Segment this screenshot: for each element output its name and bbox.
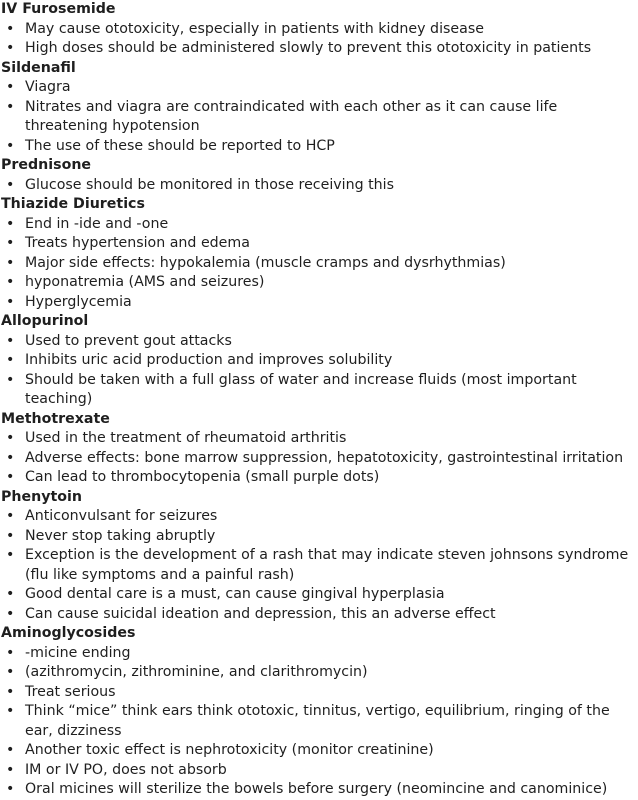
section-methotrexate — [0, 410, 638, 488]
bullet-item: • Used to prevent gout attacks — [0, 332, 638, 352]
bullet-item: • Nitrates and viagra are contraindicated with each other as it can cause life threatening hypotension — [0, 98, 638, 137]
section-heading: Sildenafil — [1, 59, 76, 76]
bullet-list — [0, 507, 638, 624]
section-heading: Prednisone — [1, 157, 92, 173]
section-allopurinol — [0, 312, 638, 410]
bullet-item: • Treats hypertension and edema — [0, 234, 638, 254]
bullet-list — [0, 332, 638, 410]
section-heading: Methotrexate — [1, 410, 110, 427]
bullet-item: • hyponatremia (AMS and seizures) — [0, 273, 638, 293]
bullet-item: • Hyperglycemia — [0, 293, 638, 313]
bullet-item: • Major side effects: hypokalemia (muscle cramps and dysrhythmias) — [0, 254, 638, 274]
bullet-item: • The use of these should be reported to HCP — [0, 137, 638, 157]
bullet-list — [0, 215, 638, 313]
bullet-item: • Inhibits uric acid production and improves solubility — [0, 351, 638, 371]
section-thiazide-diuretics — [0, 195, 638, 312]
bullet-item: • Anticonvulsant for seizures — [0, 507, 638, 527]
section-heading: IV Furosemide — [1, 1, 116, 17]
bullet-item: • Another toxic effect is nephrotoxicity (monitor creatinine) — [0, 741, 638, 761]
bullet-item: • IM or IV PO, does not absorb — [0, 761, 638, 781]
bullet-item: • Oral micines will sterilize the bowels before surgery (neomincine and canominice) — [0, 780, 638, 800]
section-prednisone — [0, 156, 638, 195]
bullet-item: • Treat serious — [0, 683, 638, 703]
bullet-list — [0, 644, 638, 800]
section-aminoglycosides — [0, 624, 638, 800]
bullet-item: • Can lead to thrombocytopenia (small purple dots) — [0, 468, 638, 488]
bullet-list — [0, 176, 638, 196]
bullet-list — [0, 20, 638, 59]
section-heading: Phenytoin — [1, 488, 82, 505]
bullet-item: • High doses should be administered slowly to prevent this ototoxicity in patients — [0, 39, 638, 59]
section-heading: Allopurinol — [1, 313, 89, 329]
bullet-item: • Think “mice” think ears think ototoxic, tinnitus, vertigo, equilibrium, ringing of the ear, dizziness — [0, 702, 638, 741]
section-sildenafil — [0, 59, 638, 157]
bullet-item: • -micine ending — [0, 644, 638, 664]
bullet-item: • Viagra — [0, 78, 638, 98]
bullet-item: • May cause ototoxicity, especially in patients with kidney disease — [0, 20, 638, 40]
bullet-item: • (azithromycin, zithrominine, and clarithromycin) — [0, 663, 638, 683]
section-phenytoin — [0, 488, 638, 625]
bullet-item: • End in -ide and -one — [0, 215, 638, 235]
bullet-item: • Adverse effects: bone marrow suppression, hepatotoxicity, gastrointestinal irritation — [0, 449, 638, 469]
bullet-item: • Glucose should be monitored in those receiving this — [0, 176, 638, 196]
bullet-item: • Should be taken with a full glass of water and increase fluids (most important teaching) — [0, 371, 638, 410]
bullet-item: • Never stop taking abruptly — [0, 527, 638, 547]
bullet-list — [0, 429, 638, 488]
bullet-item: • Used in the treatment of rheumatoid arthritis — [0, 429, 638, 449]
bullet-list — [0, 78, 638, 156]
section-heading: Aminoglycosides — [1, 625, 136, 641]
bullet-item: • Can cause suicidal ideation and depression, this an adverse effect — [0, 605, 638, 625]
section-iv-furosemide — [0, 0, 638, 59]
bullet-item: • Exception is the development of a rash that may indicate steven johnsons syndrome (flu like symptoms and a painful rash) — [0, 546, 638, 585]
section-heading: Thiazide Diuretics — [1, 196, 145, 212]
bullet-item: • Good dental care is a must, can cause gingival hyperplasia — [0, 585, 638, 605]
